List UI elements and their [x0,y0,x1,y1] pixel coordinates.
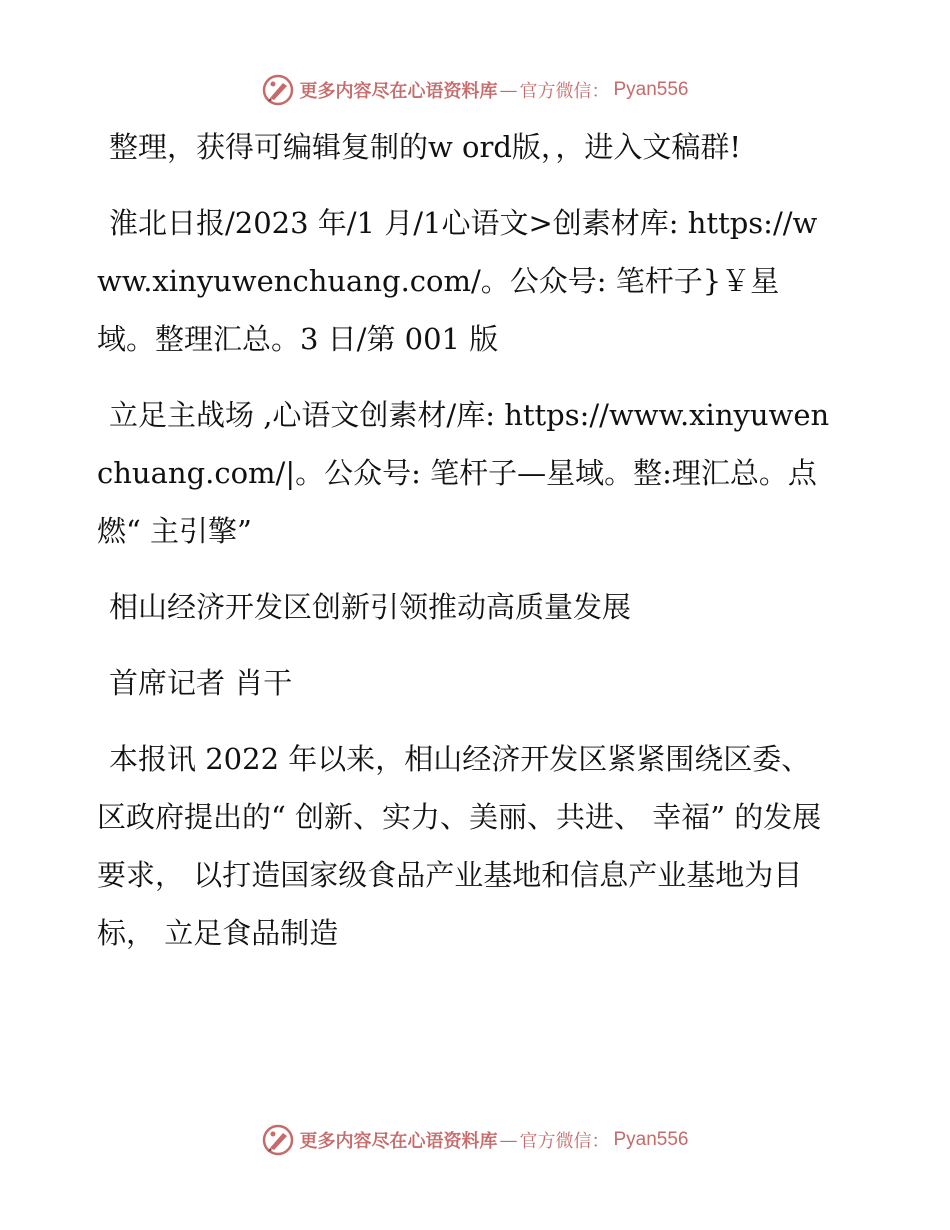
banner-dash: — [499,79,518,101]
banner-label: 官方微信： [519,81,610,102]
pen-logo-icon [261,1123,295,1157]
banner-wechat-id: Pyan556 [613,79,689,100]
paragraph: 本报讯 2022 年以来，相山经济开发区紧紧围绕区委、区政府提出的“ 创新、实力、美丽、共进、 幸福” 的发展要求， 以打造国家级食品产业基地和信息产业基地为目标， 立足食品制造 [97,742,822,950]
article-byline: 首席记者 肖干 [109,666,293,700]
banner-label: 官方微信： [519,1131,610,1152]
banner-wechat-id: Pyan556 [613,1129,689,1150]
paragraph: 整理，获得可编辑复制的w ord版，，进入文稿群! [109,130,742,164]
paragraph: 立足主战场 ,心语文创素材/库: https://www.xinyuwenchuang.com/|。公众号: 笔杆子—星域。整:理汇总。点燃“ 主引擎” [97,398,830,548]
banner-text: 更多内容尽在心语资料库 [299,1131,498,1152]
banner-text: 更多内容尽在心语资料库 [299,81,498,102]
article-title: 相山经济开发区创新引领推动高质量发展 [109,590,632,624]
footer-watermark [0,1120,950,1160]
banner-dash: — [499,1129,518,1151]
pen-logo-icon [261,73,295,107]
document-body [97,118,837,980]
header-watermark [0,70,950,110]
paragraph: 淮北日报/2023 年/1 月/1心语文>创素材库: https://www.xinyuwenchuang.com/。公众号: 笔杆子}￥星域。整理汇总。3 日/第 001 版 [97,206,818,356]
